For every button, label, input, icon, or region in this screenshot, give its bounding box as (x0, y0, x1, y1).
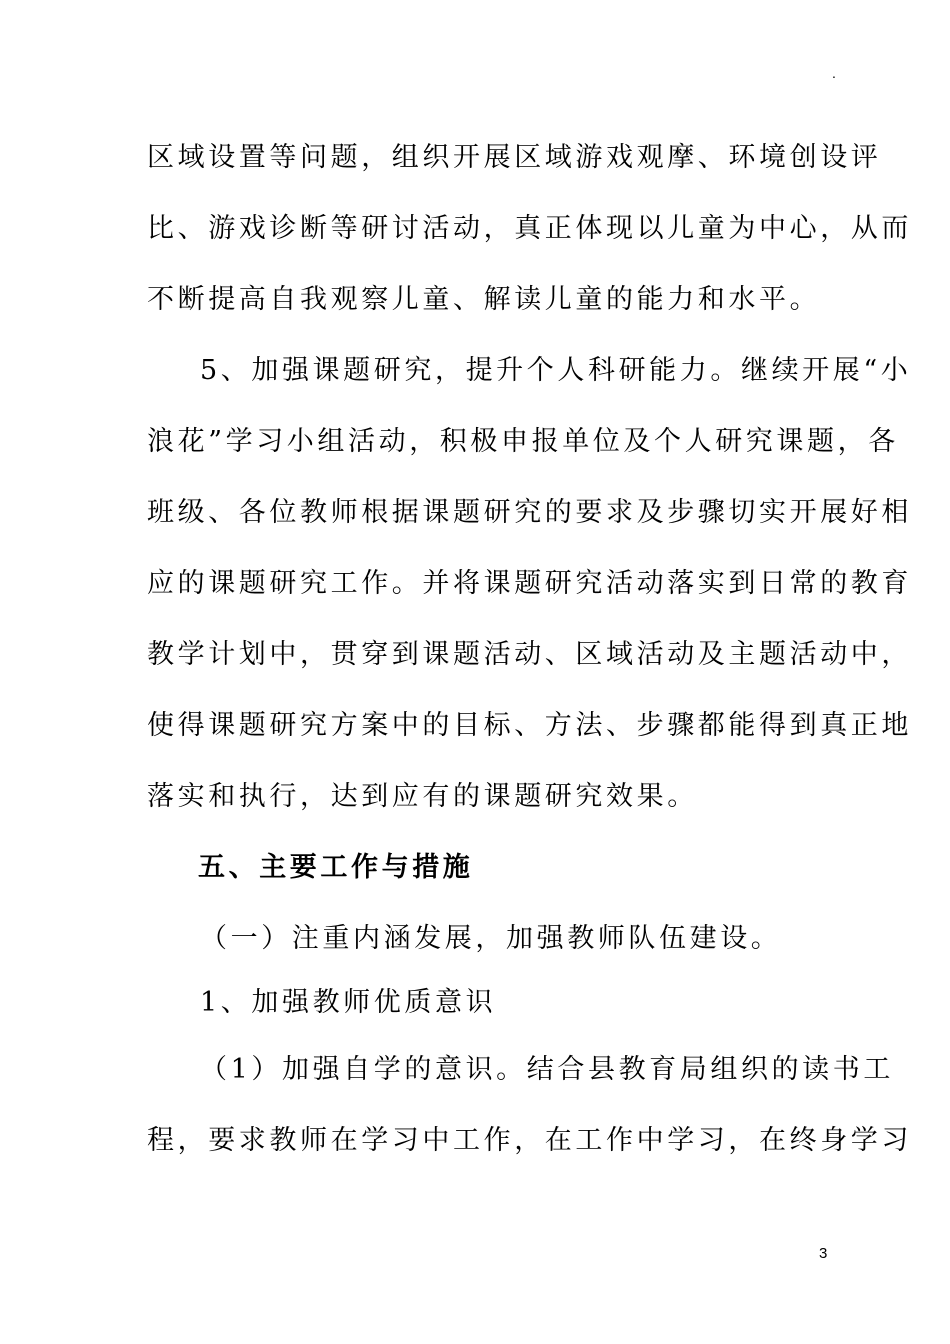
paragraph-line: 不断提高自我观察儿童、解读儿童的能力和水平。 (147, 284, 821, 315)
header-mark: . (832, 65, 836, 81)
paragraph-line: 浪花”学习小组活动，积极申报单位及个人研究课题，各 (147, 426, 899, 457)
paragraph-line: 教学计划中，贯穿到课题活动、区域活动及主题活动中， (147, 639, 912, 670)
paragraph-line: 使得课题研究方案中的目标、方法、步骤都能得到真正地 (147, 710, 912, 741)
subsection-heading: （一）注重内涵发展，加强教师队伍建设。 (200, 923, 782, 954)
paragraph-line: 程，要求教师在学习中工作，在工作中学习，在终身学习 (147, 1125, 912, 1156)
paragraph-line: 应的课题研究工作。并将课题研究活动落实到日常的教育 (147, 568, 912, 599)
paragraph-line: 区域设置等问题，组织开展区域游戏观摩、环境创设评 (147, 142, 882, 173)
paragraph-line: 比、游戏诊断等研讨活动，真正体现以儿童为中心，从而 (147, 213, 912, 244)
paragraph-line: 落实和执行，达到应有的课题研究效果。 (147, 781, 698, 812)
paragraph-line: 5、加强课题研究，提升个人科研能力。继续开展“小 (200, 355, 912, 386)
paragraph-line: 班级、各位教师根据课题研究的要求及步骤切实开展好相 (147, 497, 912, 528)
section-heading: 五、主要工作与措施 (198, 852, 474, 883)
item-heading: 1、加强教师优质意识 (200, 987, 497, 1018)
paragraph-line: （1）加强自学的意识。结合县教育局组织的读书工 (200, 1054, 894, 1085)
page-number: 3 (819, 1245, 828, 1262)
